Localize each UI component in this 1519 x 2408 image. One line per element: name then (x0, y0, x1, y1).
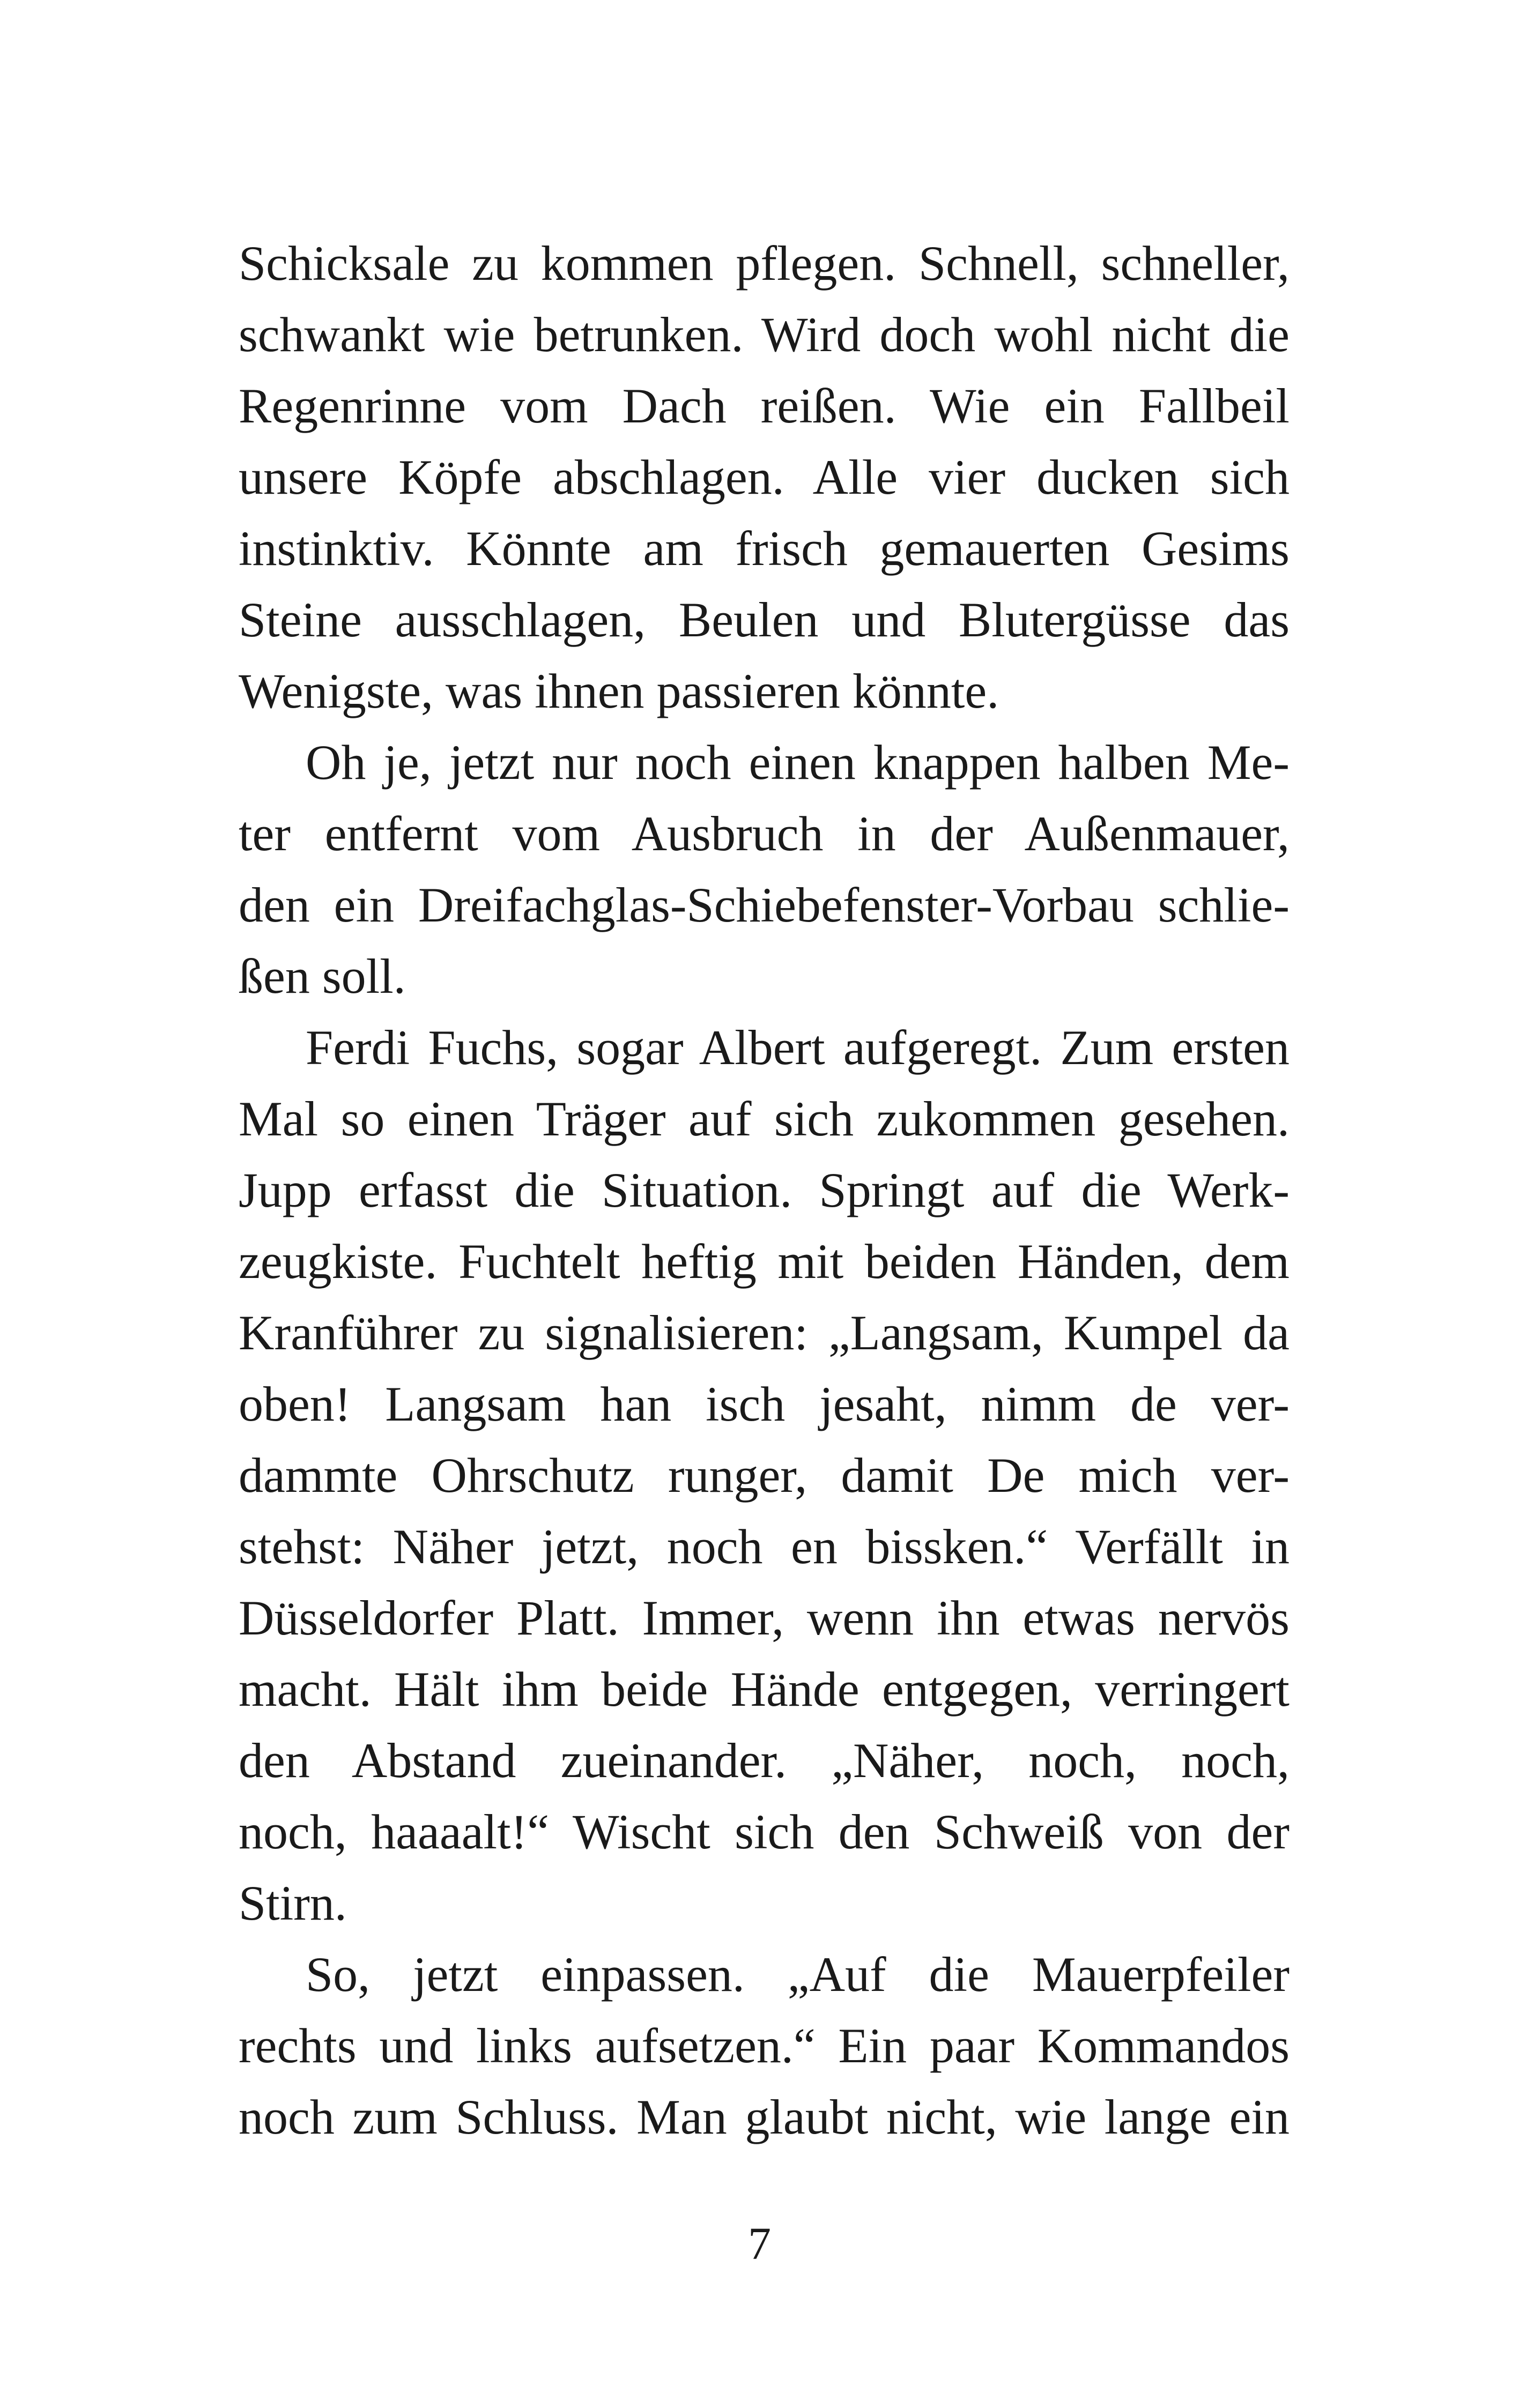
text-line: noch, haaaalt!“ Wischt sich den Schweiß von der (239, 1804, 1290, 1859)
text-line: oben! Langsam han isch jesaht, nimm de ver- (239, 1377, 1290, 1431)
text-line: dammte Ohrschutz runger, damit De mich ver- (239, 1448, 1290, 1503)
text-line: Oh je, jetzt nur noch einen knappen halben Me- (306, 735, 1290, 790)
text-line: Regenrinne vom Dach reißen. Wie ein Fallbeil (239, 378, 1290, 433)
text-line: instinktiv. Könnte am frisch gemauerten Gesims (239, 521, 1290, 576)
text-line: Ferdi Fuchs, sogar Albert aufgeregt. Zum ersten (306, 1020, 1290, 1075)
text-line: unsere Köpfe abschlagen. Alle vier ducken sich (239, 450, 1290, 504)
text-line: Stirn. (239, 1876, 347, 1930)
text-line: den ein Dreifachglas-Schiebefenster-Vorbau schlie- (239, 878, 1290, 932)
text-line: schwankt wie betrunken. Wird doch wohl nicht die (239, 307, 1290, 362)
text-line: den Abstand zueinander. „Näher, noch, noch, (239, 1733, 1290, 1788)
text-line: Schicksale zu kommen pflegen. Schnell, schneller, (239, 236, 1290, 291)
text-line: So, jetzt einpassen. „Auf die Mauerpfeiler (306, 1947, 1290, 2002)
text-line: ßen soll. (239, 949, 406, 1004)
text-line: Steine ausschlagen, Beulen und Blutergüsse das (239, 592, 1290, 647)
text-line: Jupp erfasst die Situation. Springt auf die Werk- (239, 1163, 1290, 1217)
page-number: 7 (748, 2218, 771, 2269)
text-line: stehst: Näher jetzt, noch en bissken.“ Verfällt in (239, 1519, 1290, 1574)
text-line: Düsseldorfer Platt. Immer, wenn ihn etwas nervös (239, 1591, 1290, 1645)
text-line: macht. Hält ihm beide Hände entgegen, verringert (239, 1662, 1290, 1716)
text-line: noch zum Schluss. Man glaubt nicht, wie lange ein (239, 2090, 1290, 2144)
text-line: ter entfernt vom Ausbruch in der Außenmauer, (239, 806, 1290, 861)
body-text (239, 228, 1290, 2153)
text-line: rechts und links aufsetzen.“ Ein paar Kommandos (239, 2018, 1290, 2073)
text-line: Mal so einen Träger auf sich zukommen gesehen. (239, 1091, 1290, 1146)
text-line: zeugkiste. Fuchtelt heftig mit beiden Händen, dem (239, 1234, 1290, 1289)
text-line: Kranführer zu signalisieren: „Langsam, Kumpel da (239, 1305, 1290, 1360)
text-line: Wenigste, was ihnen passieren könnte. (239, 664, 999, 718)
